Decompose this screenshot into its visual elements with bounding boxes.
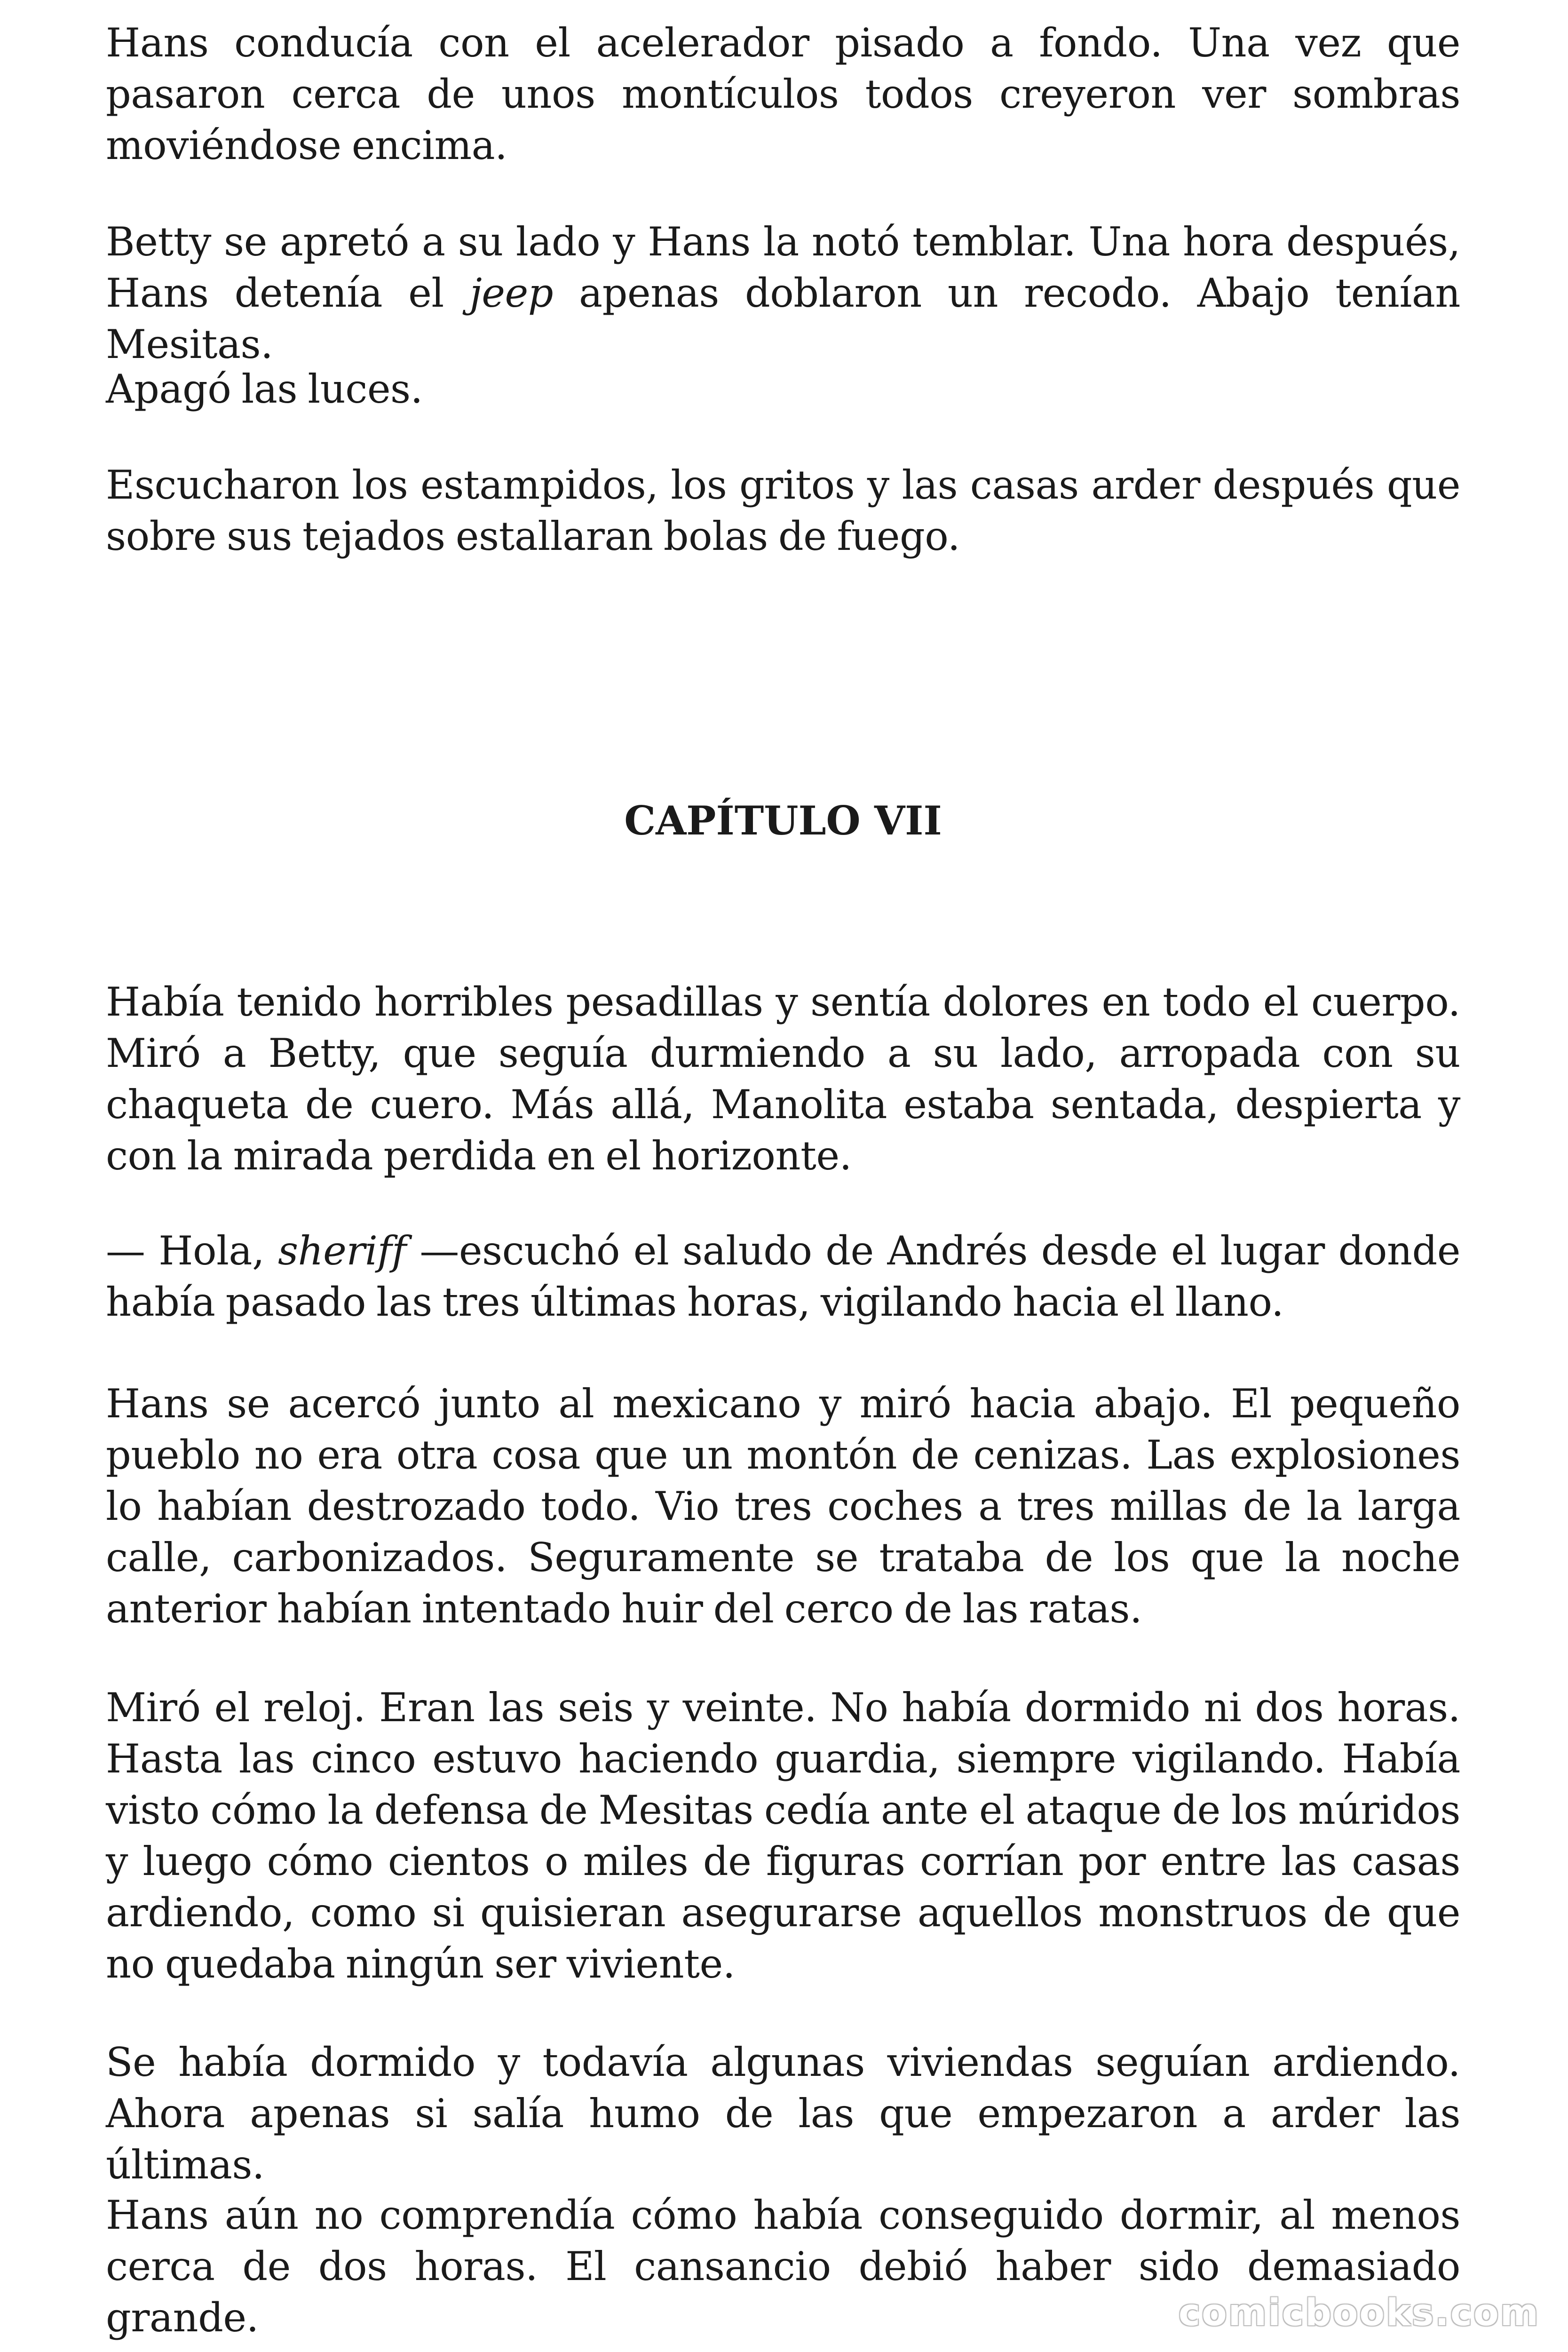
paragraph-tiredness: Hans aún no comprendía cómo había conseguido dormir, al menos cerca de dos horas. El cansancio debió haber sido demasiado grande. bbox=[106, 2192, 1460, 2341]
paragraph-lights-off: Apagó las luces. bbox=[106, 366, 423, 412]
paragraph-fell-asleep: Se había dormido y todavía algunas viviendas seguían ardiendo. Ahora apenas si salía humo de las que empezaron a arder las últimas. bbox=[106, 2039, 1460, 2188]
italic-word-jeep: jeep bbox=[469, 270, 553, 316]
paragraph-nightmares: Había tenido horribles pesadillas y sentía dolores en todo el cuerpo. Miró a Betty, que seguía durmiendo a su lado, arropada con su chaqueta de cuero. Más allá, Manolita estaba sentada, despierta y con la mirada perdida en el horizonte. bbox=[106, 979, 1460, 1179]
watermark-logo: comicbooks.com bbox=[1178, 2292, 1540, 2334]
paragraph-watch-time: Miró el reloj. Eran las seis y veinte. No había dormido ni dos horas. Hasta las cinco estuvo haciendo guardia, siempre vigilando. Había visto cómo la defensa de Mesitas cedía ante el ataque de los múridos y luego cómo cientos o miles de figuras corrían por entre las casas ardiendo, como si quisieran asegurarse aquellos monstruos de que no quedaba ningún ser viviente. bbox=[106, 1685, 1460, 1987]
paragraph-hans-driving: Hans conducía con el acelerador pisado a fondo. Una vez que pasaron cerca de unos montículos todos creyeron ver sombras moviéndose encima. bbox=[106, 20, 1460, 168]
paragraph-text: — Hola, bbox=[106, 1228, 278, 1274]
paragraph-text: Betty se apretó a su lado y Hans la notó temblar. Una hora después, Hans detenía el bbox=[106, 219, 1460, 316]
italic-word-sheriff: sheriff bbox=[277, 1228, 406, 1274]
paragraph-text: apenas doblaron un recodo. Abajo tenían Mesitas. bbox=[106, 270, 1460, 367]
chapter-heading: CAPÍTULO VII bbox=[624, 797, 942, 844]
paragraph-betty-trembling bbox=[106, 216, 1460, 370]
paragraph-town-ashes: Hans se acercó junto al mexicano y miró hacia abajo. El pequeño pueblo no era otra cosa que un montón de cenizas. Las explosiones lo habían destrozado todo. Vio tres coches a tres millas de la larga calle, carbonizados. Seguramente se trataba de los que la noche anterior habían intentado huir del cerco de las ratas. bbox=[106, 1381, 1460, 1632]
paragraph-explosions: Escucharon los estampidos, los gritos y las casas arder después que sobre sus tejados estallaran bolas de fuego. bbox=[106, 462, 1460, 559]
paragraph-text: —escuchó el saludo de Andrés desde el lugar donde había pasado las tres últimas horas, vigilando hacia el llano. bbox=[106, 1228, 1460, 1325]
paragraph-andres-greeting bbox=[106, 1225, 1460, 1328]
